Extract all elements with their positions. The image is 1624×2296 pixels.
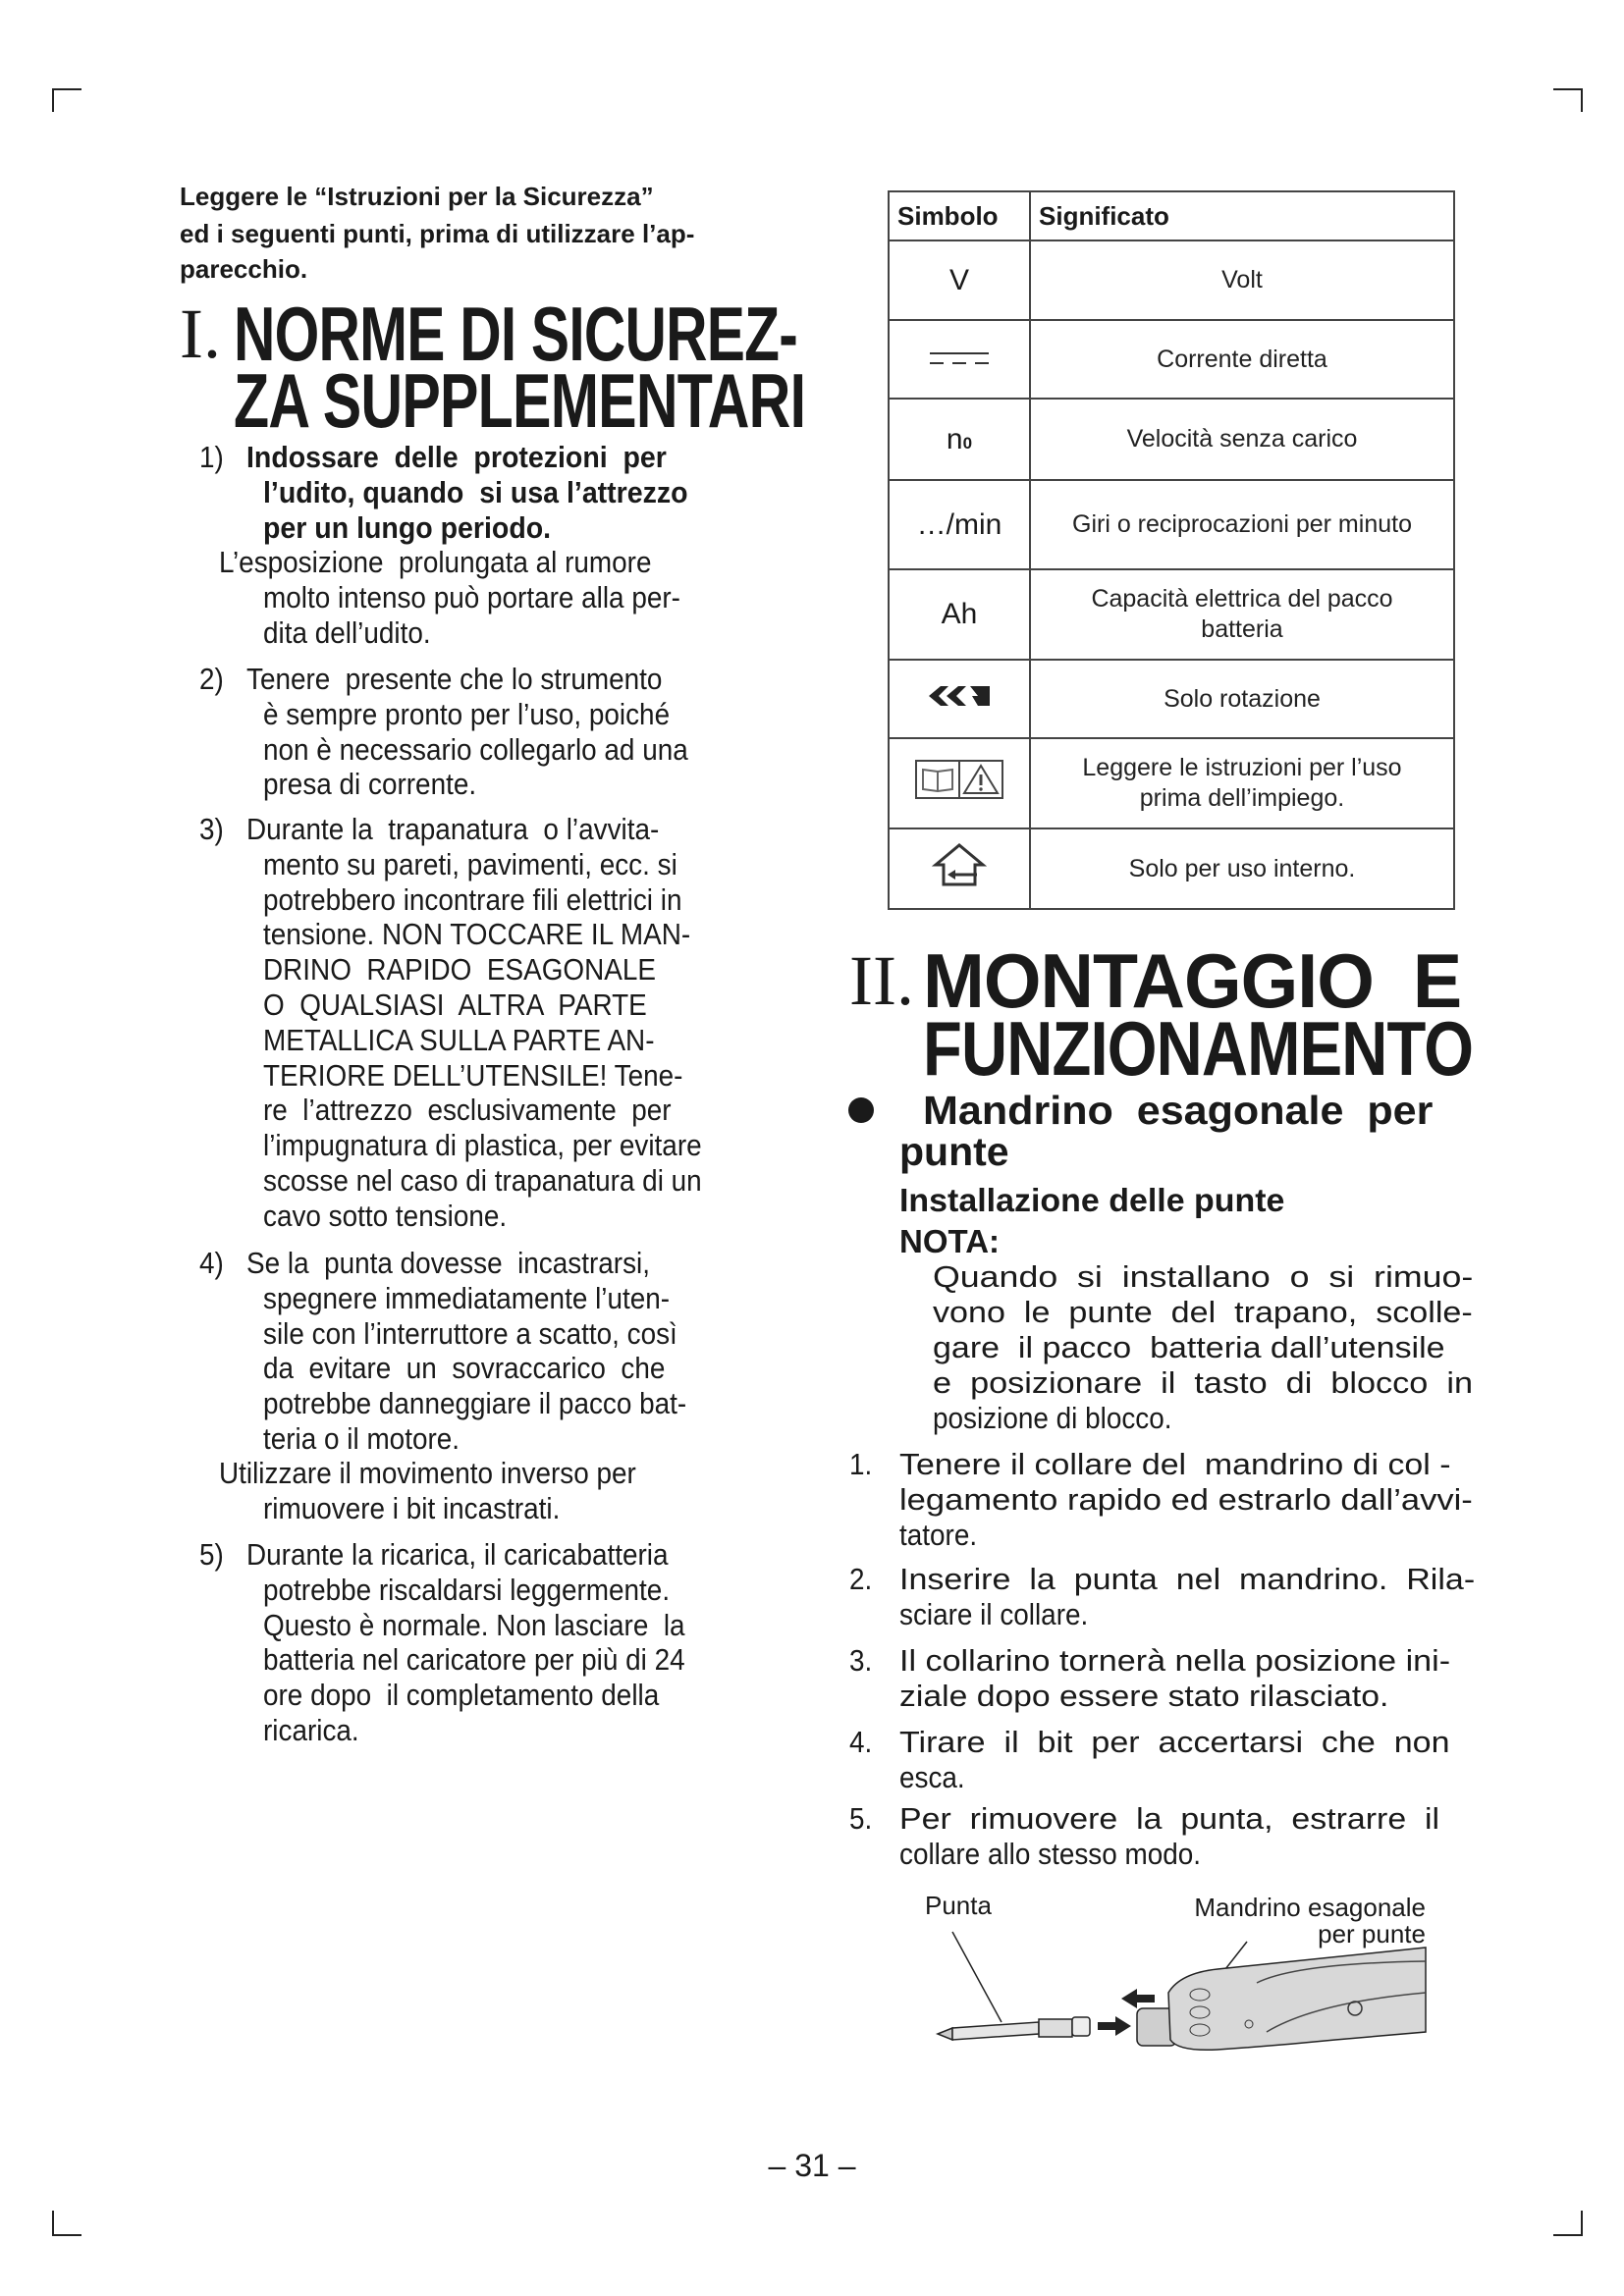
table-row xyxy=(889,320,1454,399)
step-number: 4. xyxy=(849,1725,873,1759)
item-note-text: rimuovere i bit incastrati. xyxy=(263,1491,561,1525)
step-text: collare allo stesso modo. xyxy=(899,1837,1202,1871)
step-text: tatore. xyxy=(899,1518,978,1552)
item-text: spegnere immediatamente l’uten- xyxy=(263,1280,671,1315)
figure-label-line: per punte xyxy=(1318,1919,1426,1949)
header-meaning: Significato xyxy=(1030,191,1454,240)
step-number: 2. xyxy=(849,1562,873,1596)
item-text: scosse nel caso di trapanatura di un xyxy=(263,1163,702,1198)
item-text: l’udito, quando si usa l’attrezzo xyxy=(263,474,688,509)
table-row xyxy=(889,240,1454,320)
table-row xyxy=(889,569,1454,660)
subsection-title: punte xyxy=(899,1129,1009,1174)
item-text: ore dopo il completamento della xyxy=(263,1678,660,1713)
crop-mark-top-right xyxy=(1581,88,1583,112)
rotation-only-icon xyxy=(927,682,992,708)
figure-label-line: Mandrino esagonale xyxy=(1194,1893,1426,1922)
meaning-cell: Giri o reciprocazioni per minuto xyxy=(1030,480,1454,569)
item-note-text: Utilizzare il movimento inverso per xyxy=(219,1456,636,1490)
symbol-table xyxy=(888,190,1455,910)
step-text: Il collarino tornerà nella posizione ini- xyxy=(899,1643,1451,1678)
drill-bit-icon xyxy=(938,2017,1090,2040)
section-title: MONTAGGIO E xyxy=(923,937,1462,1024)
meaning-cell: Solo per uso interno. xyxy=(1030,828,1454,909)
item-number: 5) xyxy=(199,1537,224,1572)
meaning-cell: Corrente diretta xyxy=(1030,320,1454,399)
note-text: posizione di blocco. xyxy=(933,1401,1172,1435)
item-text: ricarica. xyxy=(263,1713,359,1747)
item-text: DRINO RAPIDO ESAGONALE xyxy=(263,952,656,988)
item-number: 2) xyxy=(199,662,224,696)
item-note-text: molto intenso può portare alla per- xyxy=(263,580,680,614)
item-text: Durante la ricarica, il caricabatteria xyxy=(246,1537,669,1572)
bullet-icon xyxy=(848,1097,874,1123)
step-text: legamento rapido ed estrarlo dall’avvi- xyxy=(899,1482,1473,1517)
section-numeral: II. xyxy=(849,941,914,1020)
item-text: l’impugnatura di plastica, per evitare xyxy=(263,1128,702,1163)
item-text: presa di corrente. xyxy=(263,767,477,802)
step-text: Tenere il collare del mandrino di col - xyxy=(899,1447,1451,1481)
note-text: Quando si installano o si rimuo- xyxy=(933,1259,1474,1294)
item-text: potrebbe danneggiare il pacco bat- xyxy=(263,1386,687,1421)
crop-mark-bottom-left xyxy=(52,2234,81,2236)
step-text: Tirare il bit per accertarsi che non xyxy=(899,1725,1450,1759)
page-number: – 31 – xyxy=(768,2148,856,2183)
subheading: Installazione delle punte xyxy=(899,1182,1285,1218)
step-text: sciare il collare. xyxy=(899,1597,1089,1631)
meaning-cell xyxy=(1030,569,1454,660)
intro-text: parecchio. xyxy=(180,254,308,284)
item-text: METALLICA SULLA PARTE AN- xyxy=(263,1022,655,1057)
item-text: mento su pareti, pavimenti, ecc. si xyxy=(263,846,677,881)
meaning-line: prima dell’impiego. xyxy=(1139,784,1345,812)
note-text: vono le punte del trapano, scolle- xyxy=(933,1295,1473,1329)
step-text: ziale dopo essere stato rilasciato. xyxy=(899,1679,1389,1713)
symbol-subscript: 0 xyxy=(962,433,973,453)
arrow-in-icon xyxy=(1098,2016,1131,2036)
item-text: O QUALSIASI ALTRA PARTE xyxy=(263,988,647,1022)
arrow-out-icon xyxy=(1121,1989,1155,2008)
item-text: Tenere presente che lo strumento xyxy=(246,662,663,696)
step-number: 3. xyxy=(849,1643,873,1678)
figure-label-bit: Punta xyxy=(925,1891,992,1920)
crop-mark-bottom-right xyxy=(1581,2211,1583,2236)
table-header-row xyxy=(889,191,1454,240)
section-title: FUNZIONAMENTO xyxy=(923,1005,1474,1092)
item-note-text: dita dell’udito. xyxy=(263,615,431,650)
item-text: Se la punta dovesse incastrarsi, xyxy=(246,1246,650,1280)
table-row xyxy=(889,480,1454,569)
item-text: batteria nel caricatore per più di 24 xyxy=(263,1642,685,1678)
meaning-cell: Velocità senza carico xyxy=(1030,399,1454,480)
item-text: Durante la trapanatura o l’avvita- xyxy=(246,812,660,846)
note-label: NOTA: xyxy=(899,1223,1001,1259)
step-text: Inserire la punta nel mandrino. Rila- xyxy=(899,1562,1476,1596)
meaning-line: Capacità elettrica del pacco xyxy=(1091,585,1393,613)
step-text: esca. xyxy=(899,1760,965,1794)
meaning-line: batteria xyxy=(1201,615,1283,643)
symbol-cell: Ah xyxy=(889,569,1030,660)
symbol-cell xyxy=(889,399,1030,480)
crop-mark-bottom-left xyxy=(52,2211,54,2236)
leader-line-bit xyxy=(952,1932,1001,2022)
item-text: Questo è normale. Non lasciare la xyxy=(263,1607,685,1642)
symbol-text: n xyxy=(946,422,963,455)
section-title: ZA SUPPLEMENTARI xyxy=(234,357,806,444)
meaning-cell: Volt xyxy=(1030,240,1454,320)
item-number: 4) xyxy=(199,1246,224,1280)
subsection-title: Mandrino esagonale per xyxy=(923,1088,1434,1133)
intro-text: ed i seguenti punti, prima di utilizzare l’ap- xyxy=(180,219,695,248)
item-text: potrebbe riscaldarsi leggermente. xyxy=(263,1572,671,1607)
item-text: Indossare delle protezioni per xyxy=(246,440,667,474)
table-row xyxy=(889,660,1454,738)
item-text: non è necessario collegarlo ad una xyxy=(263,731,688,767)
section-numeral: I. xyxy=(180,294,221,373)
symbol-cell: …/min xyxy=(889,480,1030,569)
note-text: gare il pacco batteria dall’utensile xyxy=(933,1330,1445,1364)
crop-mark-top-right xyxy=(1553,88,1583,90)
intro-text: Leggere le “Istruzioni per la Sicurezza” xyxy=(180,182,654,211)
screwdriver-body-icon xyxy=(1137,1948,1426,2050)
direct-current-icon xyxy=(928,348,991,368)
meaning-cell xyxy=(1030,738,1454,828)
item-text: potrebbero incontrare fili elettrici in xyxy=(263,881,682,917)
item-text: tensione. NON TOCCARE IL MAN- xyxy=(263,917,691,952)
step-number: 5. xyxy=(849,1801,873,1836)
crop-mark-bottom-right xyxy=(1553,2234,1583,2236)
item-text: per un lungo periodo. xyxy=(263,509,552,545)
note-text: e posizionare il tasto di blocco in xyxy=(933,1365,1473,1400)
item-number: 3) xyxy=(199,812,224,846)
item-text: cavo sotto tensione. xyxy=(263,1198,508,1233)
symbol-cell: V xyxy=(889,240,1030,320)
meaning-line: Leggere le istruzioni per l’uso xyxy=(1082,754,1402,781)
indoor-use-icon xyxy=(932,841,987,888)
crop-mark-top-left xyxy=(52,88,81,90)
table-row xyxy=(889,399,1454,480)
item-number: 1) xyxy=(199,440,224,474)
item-note-text: L’esposizione prolungata al rumore xyxy=(219,545,652,579)
table-row xyxy=(889,828,1454,909)
meaning-cell: Solo rotazione xyxy=(1030,660,1454,738)
crop-mark-top-left xyxy=(52,88,54,112)
read-manual-warning-icon xyxy=(915,760,1003,799)
item-text: è sempre pronto per l’uso, poiché xyxy=(263,696,671,731)
section-title: NORME DI SICUREZ- xyxy=(234,291,797,377)
header-symbol: Simbolo xyxy=(889,191,1030,240)
item-text: sile con l’interruttore a scatto, così xyxy=(263,1315,677,1351)
item-text: re l’attrezzo esclusivamente per xyxy=(263,1093,672,1128)
item-text: TERIORE DELL’UTENSILE! Tene- xyxy=(263,1057,683,1093)
item-text: da evitare un sovraccarico che xyxy=(263,1351,666,1386)
table-row xyxy=(889,738,1454,828)
item-text: teria o il motore. xyxy=(263,1421,460,1456)
bit-installation-illustration xyxy=(923,1924,1434,2052)
step-number: 1. xyxy=(849,1447,873,1481)
step-text: Per rimuovere la punta, estrarre il xyxy=(899,1801,1440,1836)
